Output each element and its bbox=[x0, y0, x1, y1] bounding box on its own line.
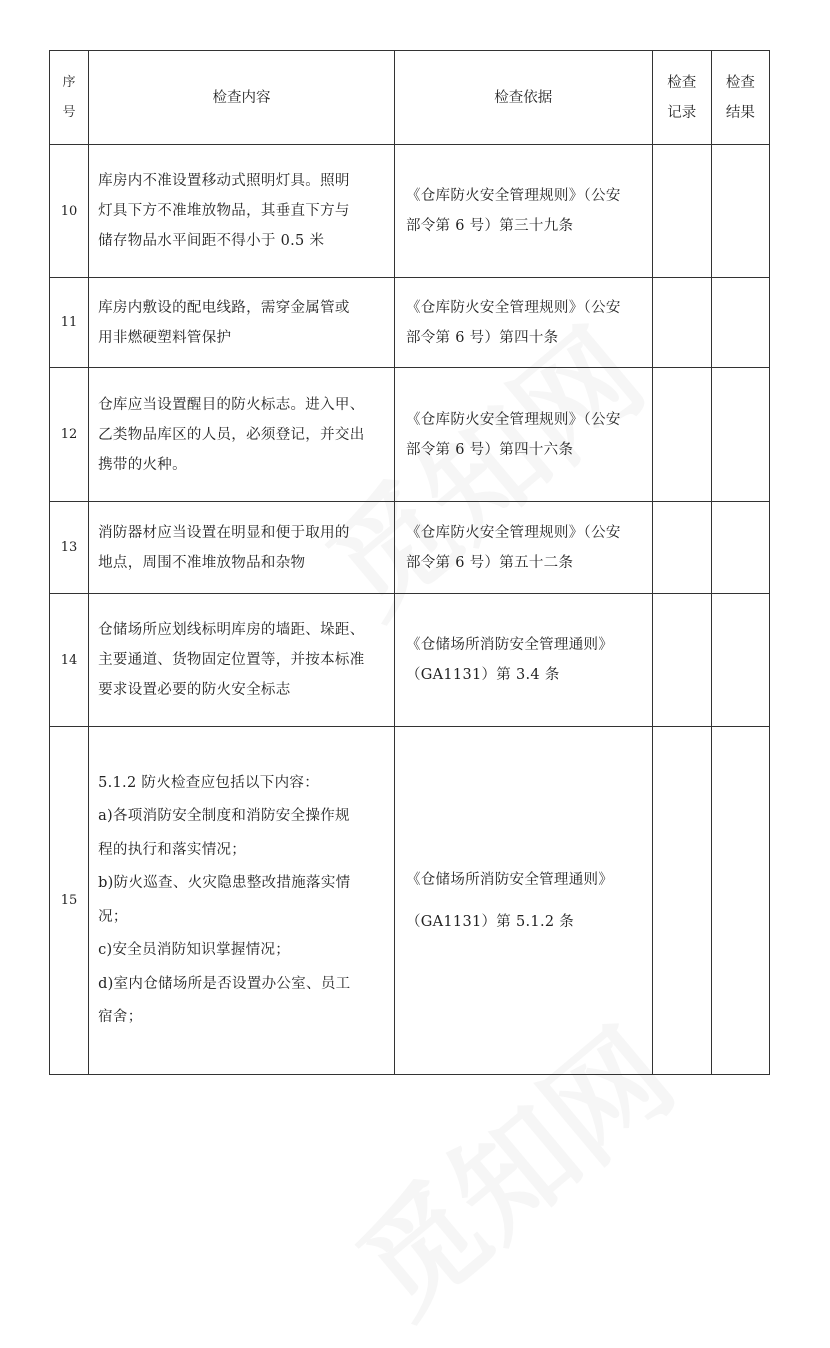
record-cell[interactable] bbox=[652, 502, 711, 594]
result-cell[interactable] bbox=[711, 727, 769, 1075]
row-number: 13 bbox=[50, 502, 89, 594]
header-result: 检查 结果 bbox=[711, 51, 769, 145]
row-number: 10 bbox=[50, 145, 89, 278]
check-content: 仓储场所应划线标明库房的墙距、垛距、 主要通道、货物固定位置等，并按本标准 要求设置必要的防火安全标志 bbox=[89, 594, 395, 727]
row-number: 11 bbox=[50, 278, 89, 368]
check-basis: 《仓库防火安全管理规则》（公安 部令第 6 号）第四十条 bbox=[394, 278, 652, 368]
inspection-table bbox=[49, 50, 770, 1075]
row-number: 15 bbox=[50, 727, 89, 1075]
record-cell[interactable] bbox=[652, 594, 711, 727]
row-number: 12 bbox=[50, 368, 89, 502]
record-cell[interactable] bbox=[652, 727, 711, 1075]
table-row bbox=[50, 278, 770, 368]
check-content: 消防器材应当设置在明显和便于取用的 地点，周围不准堆放物品和杂物 bbox=[89, 502, 395, 594]
result-cell[interactable] bbox=[711, 594, 769, 727]
check-basis: 《仓库防火安全管理规则》（公安 部令第 6 号）第四十六条 bbox=[394, 368, 652, 502]
table-row bbox=[50, 145, 770, 278]
table-row bbox=[50, 727, 770, 1075]
row-number: 14 bbox=[50, 594, 89, 727]
header-row bbox=[50, 51, 770, 145]
table-row bbox=[50, 594, 770, 727]
table-row bbox=[50, 368, 770, 502]
header-record: 检查 记录 bbox=[652, 51, 711, 145]
header-basis: 检查依据 bbox=[394, 51, 652, 145]
check-content: 仓库应当设置醒目的防火标志。进入甲、 乙类物品库区的人员，必须登记，并交出 携带的火种。 bbox=[89, 368, 395, 502]
result-cell[interactable] bbox=[711, 368, 769, 502]
record-cell[interactable] bbox=[652, 368, 711, 502]
table-row bbox=[50, 502, 770, 594]
check-content: 库房内敷设的配电线路，需穿金属管或 用非燃硬塑料管保护 bbox=[89, 278, 395, 368]
result-cell[interactable] bbox=[711, 145, 769, 278]
result-cell[interactable] bbox=[711, 502, 769, 594]
check-basis: 《仓储场所消防安全管理通则》 （GA1131）第 5.1.2 条 bbox=[394, 727, 652, 1075]
result-cell[interactable] bbox=[711, 278, 769, 368]
record-cell[interactable] bbox=[652, 278, 711, 368]
check-basis: 《仓库防火安全管理规则》（公安 部令第 6 号）第五十二条 bbox=[394, 502, 652, 594]
check-content: 5.1.2 防火检查应包括以下内容： a)各项消防安全制度和消防安全操作规 程的执行和落实情况； b)防火巡查、火灾隐患整改措施落实情 况； c)安全员消防知识掌握情况； d)室内仓储场所是否设置办公室、员工 宿舍； bbox=[89, 727, 395, 1075]
check-basis: 《仓储场所消防安全管理通则》 （GA1131）第 3.4 条 bbox=[394, 594, 652, 727]
record-cell[interactable] bbox=[652, 145, 711, 278]
check-content: 库房内不准设置移动式照明灯具。照明 灯具下方不准堆放物品，其垂直下方与 储存物品水平间距不得小于 0.5 米 bbox=[89, 145, 395, 278]
check-basis: 《仓库防火安全管理规则》（公安 部令第 6 号）第三十九条 bbox=[394, 145, 652, 278]
header-no: 序 号 bbox=[50, 51, 89, 145]
header-content: 检查内容 bbox=[89, 51, 395, 145]
